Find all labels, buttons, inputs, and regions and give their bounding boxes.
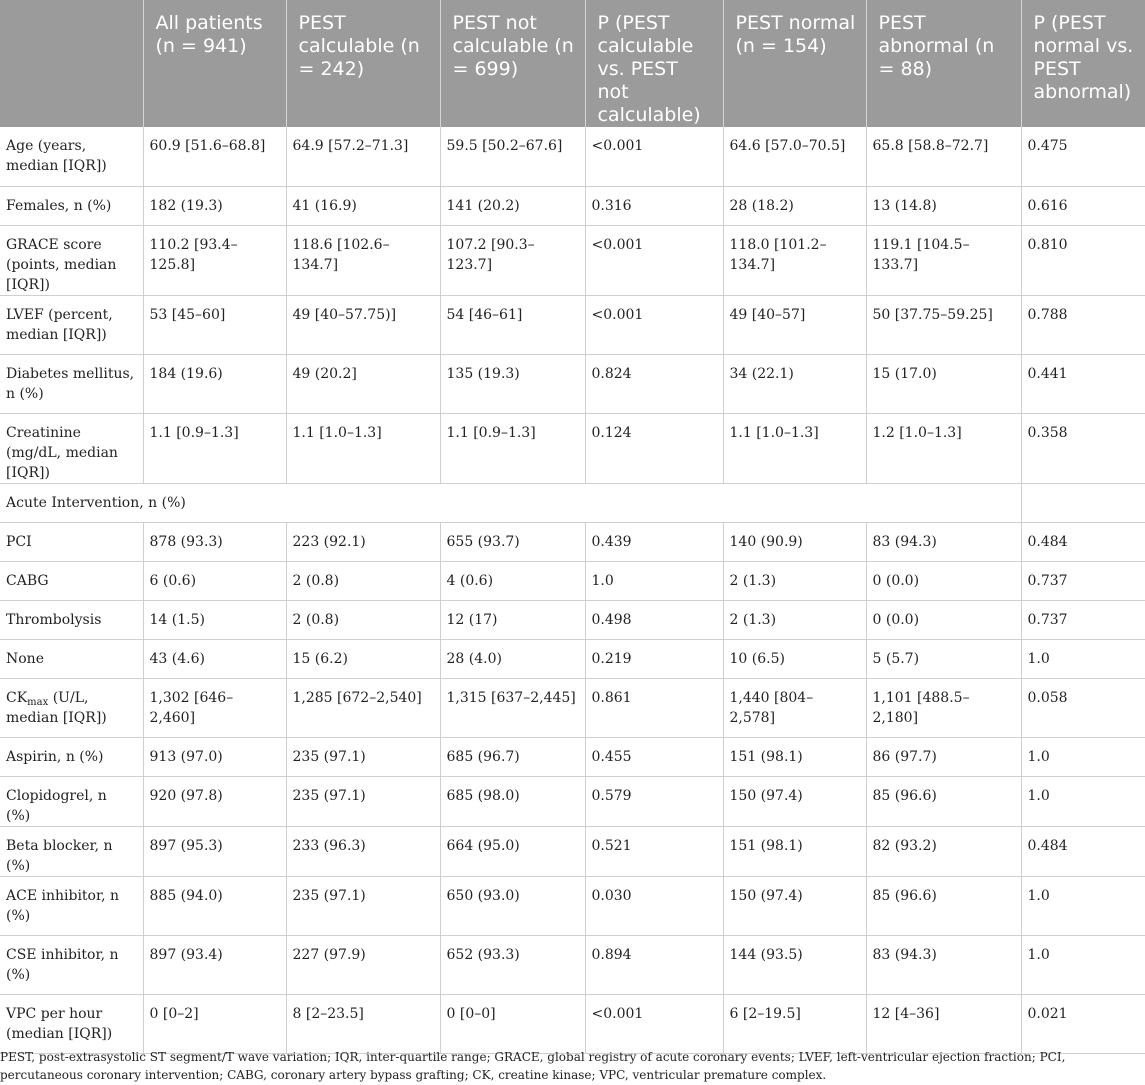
table-cell: 664 (95.0) — [440, 826, 585, 876]
table-cell: 2 (1.3) — [723, 561, 866, 600]
table-row — [0, 737, 1145, 776]
table-cell: 110.2 [93.4–125.8] — [143, 225, 286, 295]
table-cell: 650 (93.0) — [440, 876, 585, 935]
table-cell: 0 [0–2] — [143, 994, 286, 1053]
row-label: VPC per hour (median [IQR]) — [0, 994, 143, 1053]
table-cell: 2 (0.8) — [286, 600, 440, 639]
table-cell: 64.9 [57.2–71.3] — [286, 127, 440, 186]
table-cell: 151 (98.1) — [723, 826, 866, 876]
table-cell: 28 (4.0) — [440, 639, 585, 678]
table-cell: 897 (93.4) — [143, 935, 286, 994]
table-cell: 920 (97.8) — [143, 776, 286, 826]
table-row — [0, 994, 1145, 1053]
table-cell: 0.475 — [1021, 127, 1145, 186]
row-label: Thrombolysis — [0, 600, 143, 639]
table-cell: 897 (95.3) — [143, 826, 286, 876]
table-cell: 0.455 — [585, 737, 723, 776]
table-cell: 885 (94.0) — [143, 876, 286, 935]
table-cell: 233 (96.3) — [286, 826, 440, 876]
table-cell: 1.0 — [1021, 639, 1145, 678]
table-cell: 0.484 — [1021, 522, 1145, 561]
table-cell: 1.1 [1.0–1.3] — [286, 413, 440, 483]
table-cell: <0.001 — [585, 994, 723, 1053]
table-cell: 12 [4–36] — [866, 994, 1021, 1053]
table-cell: 0.358 — [1021, 413, 1145, 483]
header-cell-pest-abnormal: PEST abnormal (n = 88) — [866, 0, 1021, 127]
table-cell: 0 (0.0) — [866, 561, 1021, 600]
table-cell: 1,315 [637–2,445] — [440, 678, 585, 737]
table-cell: 82 (93.2) — [866, 826, 1021, 876]
table-cell: 0.439 — [585, 522, 723, 561]
table-cell: 0.219 — [585, 639, 723, 678]
table-row — [0, 561, 1145, 600]
row-label: ACE inhibitor, n (%) — [0, 876, 143, 935]
label-subscript: max — [27, 696, 49, 708]
table-cell: 107.2 [90.3–123.7] — [440, 225, 585, 295]
table-row — [0, 876, 1145, 935]
table-cell: 15 (6.2) — [286, 639, 440, 678]
table-cell: 151 (98.1) — [723, 737, 866, 776]
table-row — [0, 826, 1145, 876]
table-cell: 83 (94.3) — [866, 935, 1021, 994]
table-cell: 1.1 [0.9–1.3] — [143, 413, 286, 483]
header-cell-label — [0, 0, 143, 127]
table-cell: 150 (97.4) — [723, 876, 866, 935]
table-cell: 118.6 [102.6–134.7] — [286, 225, 440, 295]
table-cell: 0.124 — [585, 413, 723, 483]
table-cell: 0.810 — [1021, 225, 1145, 295]
table-cell: 141 (20.2) — [440, 186, 585, 225]
table-row — [0, 186, 1145, 225]
table-cell: 140 (90.9) — [723, 522, 866, 561]
table-cell: 184 (19.6) — [143, 354, 286, 413]
table-cell: 1.1 [1.0–1.3] — [723, 413, 866, 483]
table-cell: 1.0 — [585, 561, 723, 600]
table-cell: 0.030 — [585, 876, 723, 935]
table-cell: 135 (19.3) — [440, 354, 585, 413]
table-cell: 0.579 — [585, 776, 723, 826]
table-cell: 85 (96.6) — [866, 876, 1021, 935]
table-cell: 49 (20.2] — [286, 354, 440, 413]
row-label: Creatinine (mg/dL, median [IQR]) — [0, 413, 143, 483]
table-row — [0, 354, 1145, 413]
table-row — [0, 413, 1145, 483]
table-cell: 15 (17.0) — [866, 354, 1021, 413]
table-cell: 0.316 — [585, 186, 723, 225]
table-cell: 10 (6.5) — [723, 639, 866, 678]
table-cell: 59.5 [50.2–67.6] — [440, 127, 585, 186]
table-cell: <0.001 — [585, 225, 723, 295]
table-cell: 49 [40–57.75)] — [286, 295, 440, 354]
table-cell: 118.0 [101.2–134.7] — [723, 225, 866, 295]
table-cell: 0 [0–0] — [440, 994, 585, 1053]
row-label: CSE inhibitor, n (%) — [0, 935, 143, 994]
table-row — [0, 678, 1145, 737]
row-label: Diabetes mellitus, n (%) — [0, 354, 143, 413]
table-cell: 1.0 — [1021, 876, 1145, 935]
header-cell-p-normal: P (PEST normal vs. PEST abnormal) — [1021, 0, 1145, 127]
table-cell: 685 (96.7) — [440, 737, 585, 776]
row-label: Age (years, median [IQR]) — [0, 127, 143, 186]
table-cell: 652 (93.3) — [440, 935, 585, 994]
table-cell: 0.021 — [1021, 994, 1145, 1053]
table-cell: 235 (97.1) — [286, 737, 440, 776]
table-cell: 13 (14.8) — [866, 186, 1021, 225]
row-label: LVEF (percent, median [IQR]) — [0, 295, 143, 354]
table-cell: 878 (93.3) — [143, 522, 286, 561]
table-cell: <0.001 — [585, 127, 723, 186]
table-cell: 0 (0.0) — [866, 600, 1021, 639]
table-cell: 50 [37.75–59.25] — [866, 295, 1021, 354]
table-row — [0, 225, 1145, 295]
table-cell: 41 (16.9) — [286, 186, 440, 225]
table-cell: 2 (0.8) — [286, 561, 440, 600]
header-cell-pest-calculable: PEST calculable (n = 242) — [286, 0, 440, 127]
table-cell: 223 (92.1) — [286, 522, 440, 561]
table-cell: 1.0 — [1021, 737, 1145, 776]
section-row — [0, 483, 1145, 522]
row-label: PCI — [0, 522, 143, 561]
header-cell-p-calculable: P (PEST calculable vs. PEST not calculable) — [585, 0, 723, 127]
row-label: GRACE score (points, median [IQR]) — [0, 225, 143, 295]
table-cell: 34 (22.1) — [723, 354, 866, 413]
table-cell — [1021, 483, 1145, 522]
table-cell: 1,285 [672–2,540] — [286, 678, 440, 737]
table-cell: 150 (97.4) — [723, 776, 866, 826]
table-cell: 6 (0.6) — [143, 561, 286, 600]
table-cell: 0.861 — [585, 678, 723, 737]
table-cell: 182 (19.3) — [143, 186, 286, 225]
row-label: Females, n (%) — [0, 186, 143, 225]
table-cell: 12 (17) — [440, 600, 585, 639]
table-cell: 0.521 — [585, 826, 723, 876]
table-row — [0, 935, 1145, 994]
table-cell: 1.0 — [1021, 776, 1145, 826]
table-cell: 86 (97.7) — [866, 737, 1021, 776]
table-cell: 0.788 — [1021, 295, 1145, 354]
table-cell: 235 (97.1) — [286, 876, 440, 935]
table-cell: 0.441 — [1021, 354, 1145, 413]
row-label: None — [0, 639, 143, 678]
table-cell: 913 (97.0) — [143, 737, 286, 776]
table-cell: 119.1 [104.5–133.7] — [866, 225, 1021, 295]
table-cell: 0.894 — [585, 935, 723, 994]
table-cell: 1,440 [804–2,578] — [723, 678, 866, 737]
table-cell: 1,302 [646–2,460] — [143, 678, 286, 737]
header-row — [0, 0, 1145, 127]
section-label: Acute Intervention, n (%) — [0, 483, 1021, 522]
table-cell: 85 (96.6) — [866, 776, 1021, 826]
table-cell: 1,101 [488.5–2,180] — [866, 678, 1021, 737]
table-cell: 0.058 — [1021, 678, 1145, 737]
table-cell: <0.001 — [585, 295, 723, 354]
table-cell: 227 (97.9) — [286, 935, 440, 994]
table-cell: 235 (97.1) — [286, 776, 440, 826]
table-cell: 2 (1.3) — [723, 600, 866, 639]
table-cell: 60.9 [51.6–68.8] — [143, 127, 286, 186]
label-main: CK — [6, 689, 28, 706]
table-cell: 0.824 — [585, 354, 723, 413]
table-cell: 43 (4.6) — [143, 639, 286, 678]
table-cell: 0.737 — [1021, 600, 1145, 639]
table-cell: 54 [46–61] — [440, 295, 585, 354]
table-cell: 655 (93.7) — [440, 522, 585, 561]
table-row — [0, 639, 1145, 678]
table-cell: 83 (94.3) — [866, 522, 1021, 561]
row-label: Clopidogrel, n (%) — [0, 776, 143, 826]
row-label: Beta blocker, n (%) — [0, 826, 143, 876]
table-cell: 8 [2–23.5] — [286, 994, 440, 1053]
table-cell: 28 (18.2) — [723, 186, 866, 225]
row-label: Aspirin, n (%) — [0, 737, 143, 776]
header-cell-pest-normal: PEST normal (n = 154) — [723, 0, 866, 127]
table-footnote: PEST, post-extrasystolic ST segment/T wave variation; IQR, inter-quartile range; GRACE, global registry of acute coronary events; LVEF, left-ventricular ejection fraction; PCI, percutaneous coronary intervention; CABG, coronary artery bypass grafting; CK, creatine kinase; VPC, ventricular premature complex. — [0, 1050, 1066, 1082]
table-cell: 0.498 — [585, 600, 723, 639]
table-cell: 64.6 [57.0–70.5] — [723, 127, 866, 186]
table-row — [0, 776, 1145, 826]
header-cell-pest-not-calculable: PEST not calculable (n = 699) — [440, 0, 585, 127]
table-row — [0, 600, 1145, 639]
row-label: CABG — [0, 561, 143, 600]
table-cell: 0.737 — [1021, 561, 1145, 600]
table-cell: 0.616 — [1021, 186, 1145, 225]
table-row — [0, 295, 1145, 354]
table-cell: 53 [45–60] — [143, 295, 286, 354]
table-cell: 1.0 — [1021, 935, 1145, 994]
table-cell: 1.2 [1.0–1.3] — [866, 413, 1021, 483]
table-row — [0, 127, 1145, 186]
table-cell: 144 (93.5) — [723, 935, 866, 994]
table-cell: 1.1 [0.9–1.3] — [440, 413, 585, 483]
table-row — [0, 522, 1145, 561]
table-cell: 685 (98.0) — [440, 776, 585, 826]
header-cell-all-patients: All patients (n = 941) — [143, 0, 286, 127]
table-cell: 4 (0.6) — [440, 561, 585, 600]
table-cell: 6 [2–19.5] — [723, 994, 866, 1053]
label-rest: (U/L, median [IQR]) — [6, 689, 107, 726]
table-cell: 65.8 [58.8–72.7] — [866, 127, 1021, 186]
row-label — [0, 678, 143, 737]
table-cell: 0.484 — [1021, 826, 1145, 876]
table-cell: 14 (1.5) — [143, 600, 286, 639]
table-cell: 49 [40–57] — [723, 295, 866, 354]
table-cell: 5 (5.7) — [866, 639, 1021, 678]
